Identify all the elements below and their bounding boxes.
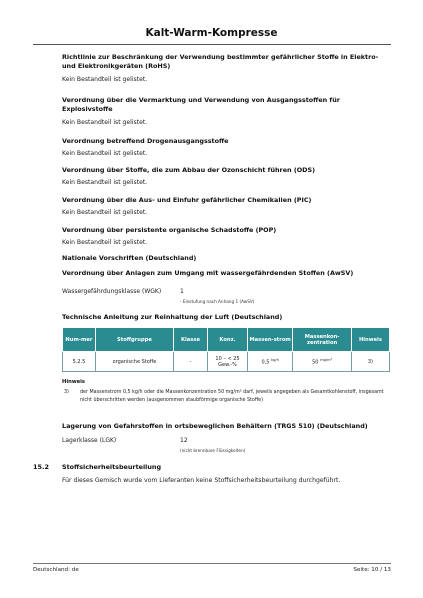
awsv-heading	[62, 269, 392, 278]
section-heading: Technische Anleitung zur Reinhaltung der Luft (Deutschland)	[62, 313, 283, 321]
section-heading: Verordnung über persistente organische Schadstoffe (POP)	[62, 226, 277, 234]
national-regulations-heading	[62, 254, 392, 263]
lgk-value: 12	[180, 437, 188, 444]
section-text: Kein Bestandteil ist gelistet.	[62, 118, 148, 126]
column-header-stoffgruppe: Stoffgruppe	[95, 328, 173, 352]
column-header-konz: Konz.	[207, 328, 247, 352]
cell-konz: 10 – < 25 Gew.-%	[207, 352, 247, 372]
wgk-note: - Einstufung nach Anhang 1 (AwSV)	[180, 299, 255, 304]
section-drug-precursors	[62, 137, 392, 158]
wgk-value: 1	[180, 288, 184, 295]
cell-klasse: -	[174, 352, 208, 372]
section-heading: Verordnung über die Vermarktung und Verwendung von Ausgangsstoffen für Explosivstoffe	[62, 96, 340, 114]
massenstrom-unit: kg/h	[271, 357, 279, 362]
section-text: Kein Bestandteil ist gelistet.	[62, 75, 148, 83]
footnote-heading: Hinweis	[62, 379, 85, 385]
wgk-label: Wassergefährdungsklasse (WGK)	[62, 288, 162, 295]
massenstrom-value: 0,5	[261, 359, 270, 366]
page-title: Kalt-Warm-Kompresse	[145, 27, 278, 39]
table-row	[63, 352, 390, 372]
column-header-hinweis: Hinweis	[351, 328, 389, 352]
section-heading: Stoffsicherheitsbeurteilung	[62, 463, 162, 471]
section-heading: Verordnung über Anlagen zum Umgang mit wassergefährdenden Stoffen (AwSV)	[62, 269, 354, 277]
cell-massenstrom	[248, 352, 293, 372]
section-heading: Nationale Vorschriften (Deutschland)	[62, 254, 197, 262]
section-text: Kein Bestandteil ist gelistet.	[62, 209, 148, 217]
cell-massenkonzentration	[293, 352, 352, 372]
section-heading: Richtlinie zur Beschränkung der Verwendung bestimmter gefährlicher Stoffe in Elektro- und Elektronikgeräten (RoHS)	[62, 53, 379, 71]
column-header-klasse: Klasse	[174, 328, 208, 352]
section-ods	[62, 166, 392, 187]
ta-luft-heading	[62, 313, 392, 322]
footnote-text: der Massenstrom 0,5 kg/h oder die Massenkonzentration 50 mg/m³ darf, jeweils angegeben als Gesamtkohlenstoff, insgesamt nicht überschritten werden (ausgenommen staubförmige organische Stoffe)	[80, 390, 384, 404]
section-rohs	[62, 53, 392, 84]
lgk-label: Lagerklasse (LGK)	[62, 437, 117, 444]
section-explosives	[62, 96, 392, 127]
footer-divider	[33, 563, 391, 564]
section-heading: Verordnung über die Aus- und Einfuhr gefährlicher Chemikalien (PIC)	[62, 196, 312, 204]
ta-luft-table	[62, 327, 390, 372]
cell-stoffgruppe: organische Stoffe	[95, 352, 173, 372]
massenkonz-value: 50	[312, 359, 319, 366]
column-header-massenstrom: Massen-strom	[248, 328, 293, 352]
column-header-massenkonzentration: Massenkon-zentration	[293, 328, 352, 352]
title-divider	[33, 44, 391, 45]
section-text: Kein Bestandteil ist gelistet.	[62, 179, 148, 187]
massenkonz-unit: mg/m³	[320, 357, 333, 362]
section-text: Kein Bestandteil ist gelistet.	[62, 150, 148, 158]
section-pic	[62, 196, 392, 217]
cell-hinweis: 3)	[351, 352, 389, 372]
section-heading: Verordnung betreffend Drogenausgangsstoffe	[62, 137, 229, 145]
section-text: Kein Bestandteil ist gelistet.	[62, 239, 148, 247]
section-heading: Lagerung von Gefahrstoffen in ortsbeweglichen Behältern (TRGS 510) (Deutschland)	[62, 422, 368, 430]
footer-page-number: Seite: 10 / 13	[353, 567, 391, 573]
section-number: 15.2	[33, 463, 50, 471]
section-pop	[62, 226, 392, 247]
section-heading: Verordnung über Stoffe, die zum Abbau der Ozonschicht führen (ODS)	[62, 166, 316, 174]
section-15-2	[62, 463, 392, 485]
section-text: Für dieses Gemisch wurde vom Lieferanten keine Stoffsicherheitsbeurteilung durchgeführt.	[62, 477, 341, 485]
cell-nummer: 5.2.5	[63, 352, 96, 372]
trgs-heading	[62, 422, 392, 431]
footnote-number: 3)	[64, 390, 69, 395]
lgk-note: (nicht brennbare Flüssigkeiten)	[180, 448, 246, 453]
table-header-row	[63, 328, 390, 352]
column-header-nummer: Num-mer	[63, 328, 96, 352]
footer-language: Deutschland: de	[33, 567, 79, 573]
